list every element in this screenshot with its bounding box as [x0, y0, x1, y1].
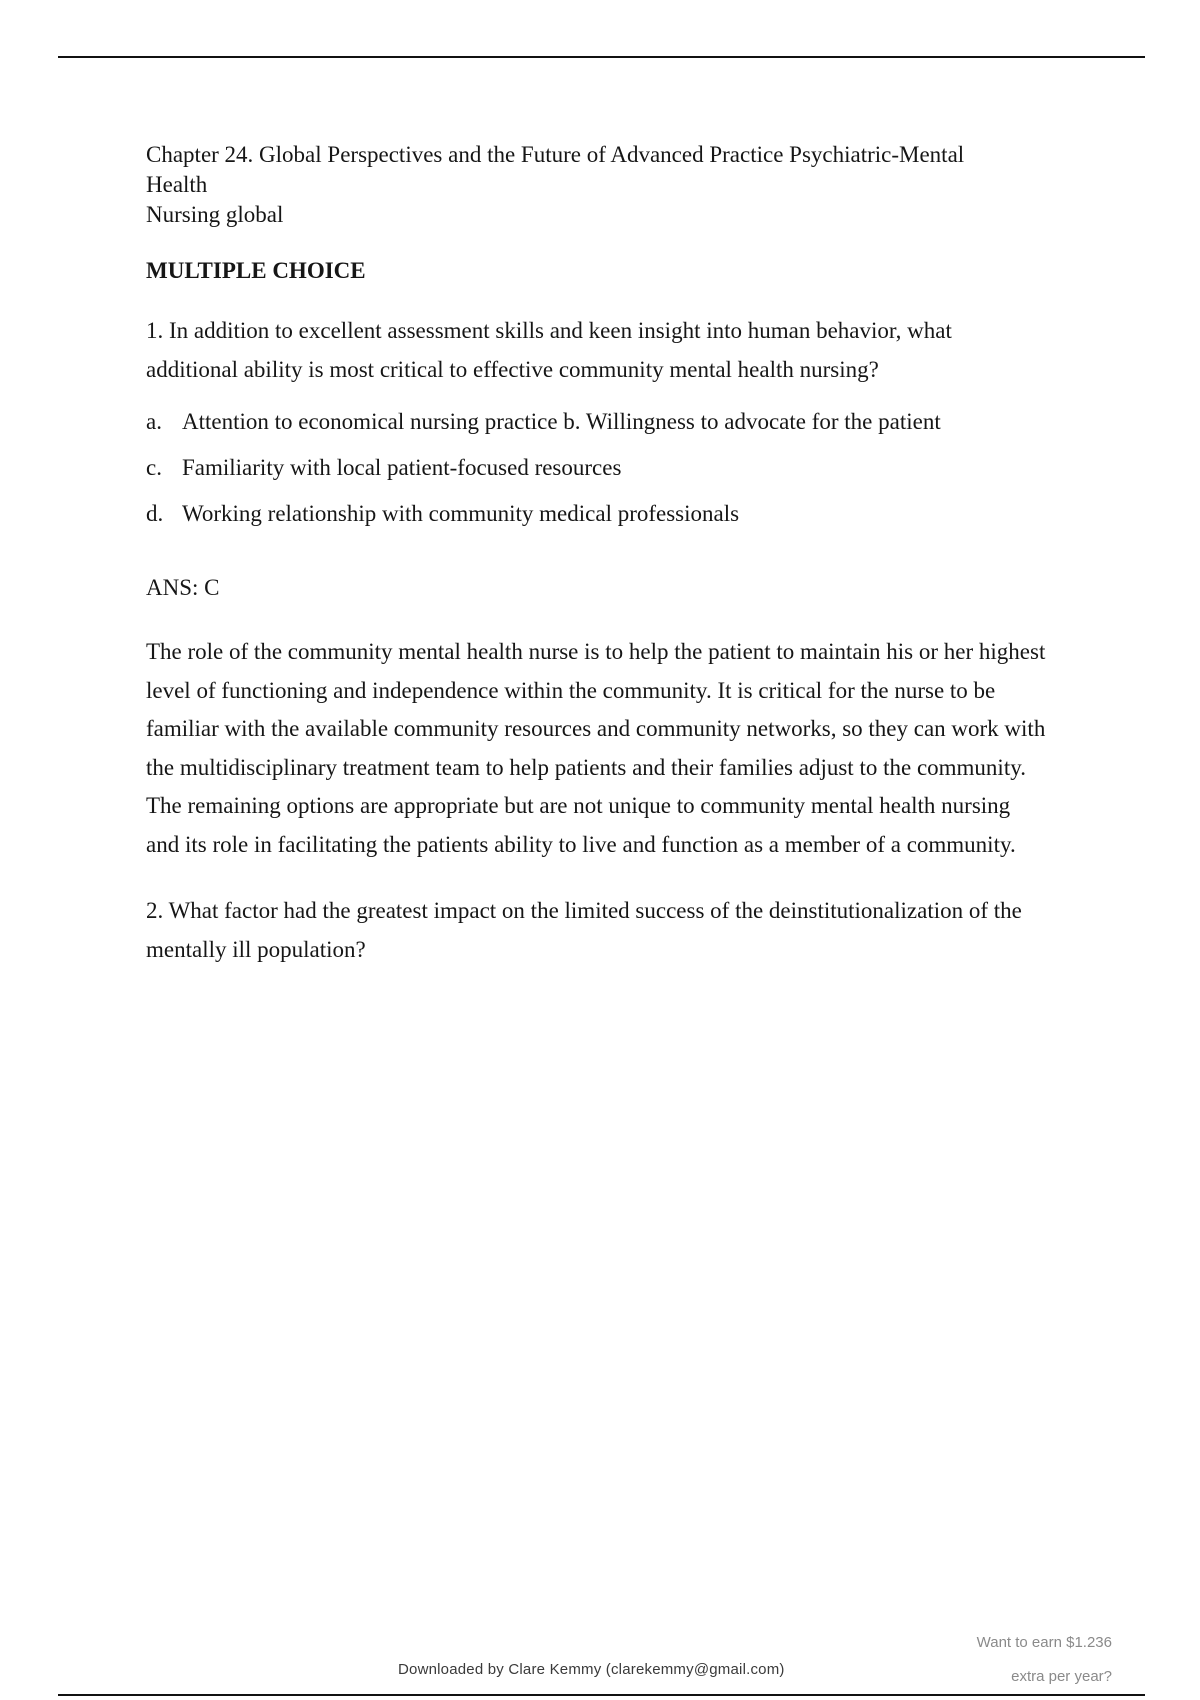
option-text: Familiarity with local patient-focused resources: [182, 455, 622, 480]
promo-line-1: Want to earn $1.236: [976, 1634, 1112, 1651]
chapter-heading-line-2: Health: [146, 172, 208, 197]
question-1-options: [146, 407, 1046, 529]
option-letter: a.: [146, 409, 162, 434]
option-item: [146, 407, 1046, 437]
option-letter: d.: [146, 501, 164, 526]
section-title: MULTIPLE CHOICE: [146, 258, 366, 283]
option-text: Working relationship with community medical professionals: [182, 501, 740, 526]
question-1-text: 1. In addition to excellent assessment skills and keen insight into human behavior, what additional ability is most critical to effective community mental health nursing?: [146, 318, 952, 382]
answer-key: ANS: C: [146, 575, 220, 600]
document-body: [146, 140, 1046, 969]
option-item: [146, 453, 1046, 483]
rationale-paragraph: The role of the community mental health nurse is to help the patient to maintain his or her highest level of functioning and independence within the community. It is critical for the nurse to be familiar with the available community resources and community networks, so they can work with the multidisciplinary treatment team to help patients and their families adjust to the community. The remaining options are appropriate but are not unique to community mental health nursing and its role in facilitating the patients ability to live and function as a member of a community.: [146, 639, 1046, 857]
chapter-heading-line-3: Nursing global: [146, 202, 284, 227]
download-note: Downloaded by Clare Kemmy (clarekemmy@gmail.com): [398, 1661, 785, 1678]
option-item: [146, 499, 1046, 529]
bottom-rule: [58, 1694, 1145, 1696]
promo-line-2: extra per year?: [1011, 1668, 1112, 1685]
promo-text: [977, 1626, 1112, 1694]
top-rule: [58, 56, 1145, 58]
chapter-heading: [146, 140, 1046, 230]
option-text: Attention to economical nursing practice b. Willingness to advocate for the patient: [182, 409, 941, 434]
question-2-text: 2. What factor had the greatest impact on the limited success of the deinstitutionalization of the mentally ill population?: [146, 897, 1022, 962]
chapter-heading-line-1: Chapter 24. Global Perspectives and the Future of Advanced Practice Psychiatric-Mental: [146, 142, 965, 167]
option-letter: c.: [146, 455, 162, 480]
